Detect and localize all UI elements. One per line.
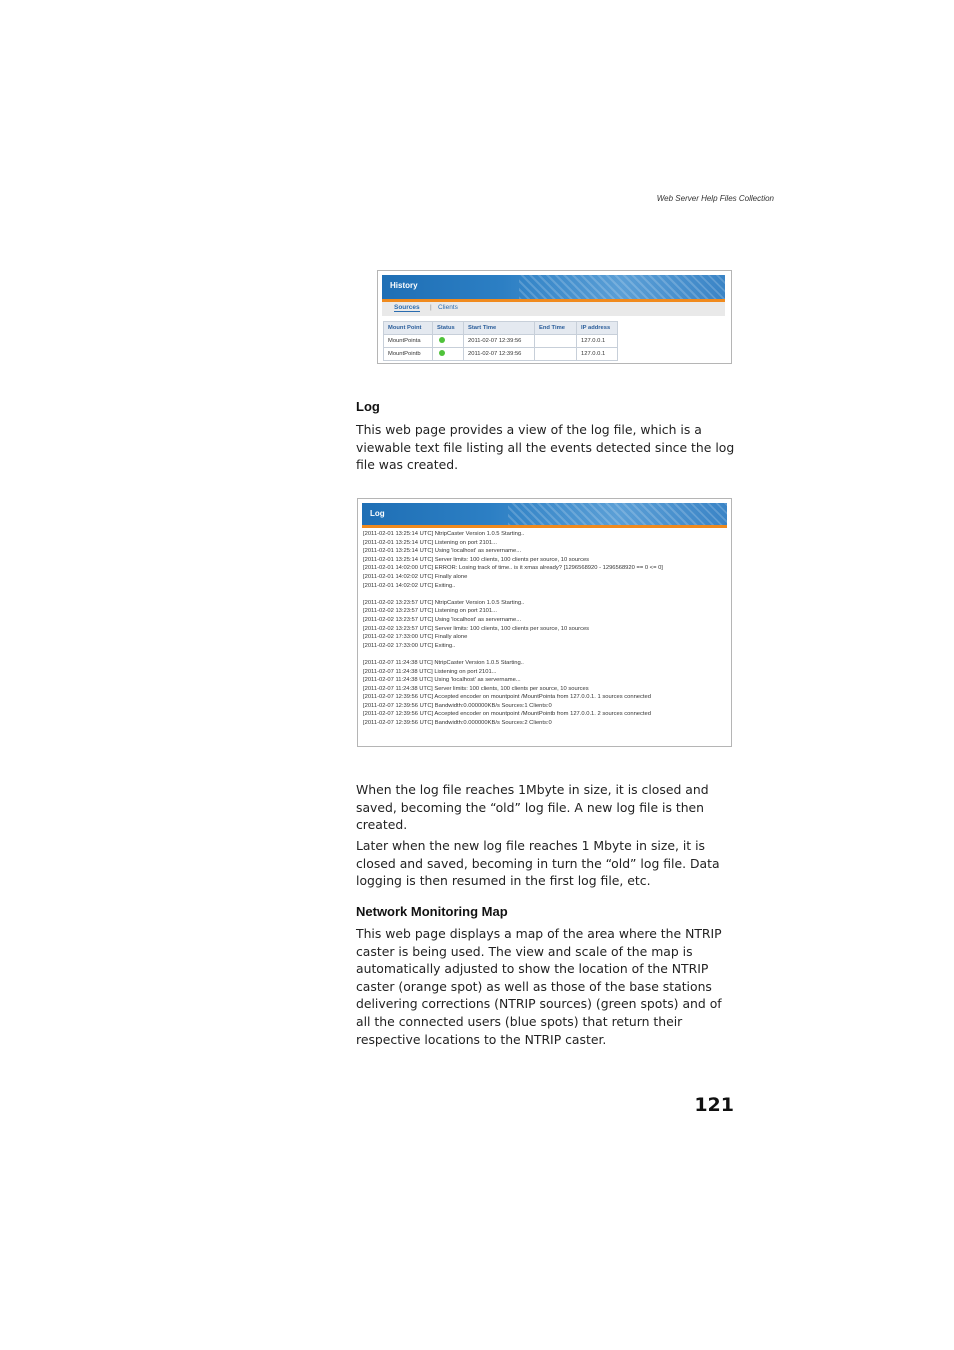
table-header-row — [384, 322, 618, 335]
log-heading: Log — [356, 399, 380, 414]
log-intro-paragraph: This web page provides a view of the log file, which is a viewable text file listing all the events detected since the log file was created. — [356, 422, 735, 473]
log-screenshot — [357, 498, 732, 747]
cell-status — [433, 335, 464, 348]
log-line: [2011-02-07 11:24:38 UTC] Listening on port 2101... — [363, 668, 497, 675]
cell-mount: MountPointb — [384, 348, 433, 361]
history-banner — [382, 275, 725, 299]
cell-start: 2011-02-07 12:39:56 — [464, 335, 535, 348]
cell-status — [433, 348, 464, 361]
history-screenshot — [377, 270, 732, 364]
log-rotation-paragraph: When the log file reaches 1Mbyte in size, it is closed and saved, becoming the “old” log file. A new log file is then created. — [356, 782, 709, 833]
log-line: [2011-02-01 14:02:02 UTC] Exiting.. — [363, 582, 456, 589]
map-heading: Network Monitoring Map — [356, 904, 508, 919]
cell-start: 2011-02-07 12:39:56 — [464, 348, 535, 361]
col-status: Status — [433, 322, 464, 335]
history-title: History — [390, 281, 418, 290]
log-line: [2011-02-07 11:24:38 UTC] NtripCaster Version 1.0.5 Starting.. — [363, 659, 524, 666]
log-text — [363, 530, 729, 728]
tab-sources[interactable]: Sources — [394, 304, 420, 311]
log-title: Log — [370, 509, 385, 518]
cell-end — [535, 335, 577, 348]
col-start-time: Start Time — [464, 322, 535, 335]
log-banner — [362, 503, 727, 525]
log-line: [2011-02-01 13:25:14 UTC] NtripCaster Version 1.0.5 Starting.. — [363, 531, 525, 537]
cell-mount: MountPointa — [384, 335, 433, 348]
tab-separator: | — [430, 304, 432, 311]
banner-pattern — [519, 275, 725, 299]
log-line: [2011-02-01 13:25:14 UTC] Server limits: 100 clients, 100 clients per source, 10 sources — [363, 556, 590, 563]
log-line: [2011-02-01 14:02:00 UTC] ERROR: Losing track of time.. is it xmas already? [1296568920 - 1296568920 == 0 <= 0] — [363, 565, 663, 572]
col-ip-address: IP address — [577, 322, 618, 335]
col-end-time: End Time — [535, 322, 577, 335]
log-resume-paragraph: Later when the new log file reaches 1 Mbyte in size, it is closed and saved, becoming in turn the “old” log file. Data logging is then resumed in the first log file, etc. — [356, 838, 720, 889]
status-green-dot-icon — [439, 337, 445, 343]
log-line: [2011-02-02 13:23:57 UTC] Server limits: 100 clients, 100 clients per source, 10 sources — [363, 625, 590, 632]
log-line: [2011-02-01 13:25:14 UTC] Listening on port 2101... — [363, 539, 497, 546]
tab-clients[interactable]: Clients — [438, 304, 458, 311]
log-line: [2011-02-07 12:39:56 UTC] Accepted encoder on mountpoint /MountPointa from 127.0.0.1. 1 sources connected — [363, 694, 651, 701]
table-row — [384, 348, 618, 361]
log-line: [2011-02-02 13:23:57 UTC] NtripCaster Version 1.0.5 Starting.. — [363, 599, 525, 606]
log-line: [2011-02-02 13:23:57 UTC] Using 'localhost' as servername... — [363, 616, 522, 623]
table-row — [384, 335, 618, 348]
log-line: [2011-02-02 17:33:00 UTC] Exiting.. — [363, 642, 456, 649]
history-table — [383, 321, 618, 361]
running-header: Web Server Help Files Collection — [656, 194, 774, 203]
log-line: [2011-02-07 12:39:56 UTC] Accepted encoder on mountpoint /MountPointb from 127.0.0.1. 2 sources connected — [363, 711, 651, 718]
log-line: [2011-02-07 11:24:38 UTC] Server limits: 100 clients, 100 clients per source, 10 sources — [363, 685, 589, 692]
page-number: 121 — [694, 1094, 734, 1116]
history-subnav — [382, 302, 725, 316]
log-line — [363, 590, 729, 599]
log-line: [2011-02-07 11:24:38 UTC] Using 'localhost' as servername... — [363, 677, 521, 684]
log-line: [2011-02-07 12:39:56 UTC] Bandwidth:0.000000KB/s Sources:1 Clients:0 — [363, 702, 552, 709]
log-line: [2011-02-02 17:33:00 UTC] Finally alone — [363, 634, 468, 641]
log-line — [363, 650, 729, 659]
log-line: [2011-02-07 12:39:56 UTC] Bandwidth:0.000000KB/s Sources:2 Clients:0 — [363, 720, 552, 727]
log-line: [2011-02-01 13:25:14 UTC] Using 'localhost' as servername... — [363, 548, 522, 555]
cell-ip: 127.0.0.1 — [577, 348, 618, 361]
banner-pattern — [508, 503, 727, 525]
cell-end — [535, 348, 577, 361]
cell-ip: 127.0.0.1 — [577, 335, 618, 348]
accent-line — [362, 525, 727, 528]
col-mount-point: Mount Point — [384, 322, 433, 335]
map-paragraph: This web page displays a map of the area where the NTRIP caster is being used. The view and scale of the map is automatically adjusted to show the location of the NTRIP caster (orange spot) as well as those of the base stations delivering corrections (NTRIP sources) (green spots) and of all the connected users (blue spots) that return their respective locations to the NTRIP caster. — [356, 926, 722, 1047]
log-line: [2011-02-01 14:02:02 UTC] Finally alone — [363, 573, 468, 580]
log-line: [2011-02-02 13:23:57 UTC] Listening on port 2101... — [363, 608, 497, 615]
status-green-dot-icon — [439, 350, 445, 356]
